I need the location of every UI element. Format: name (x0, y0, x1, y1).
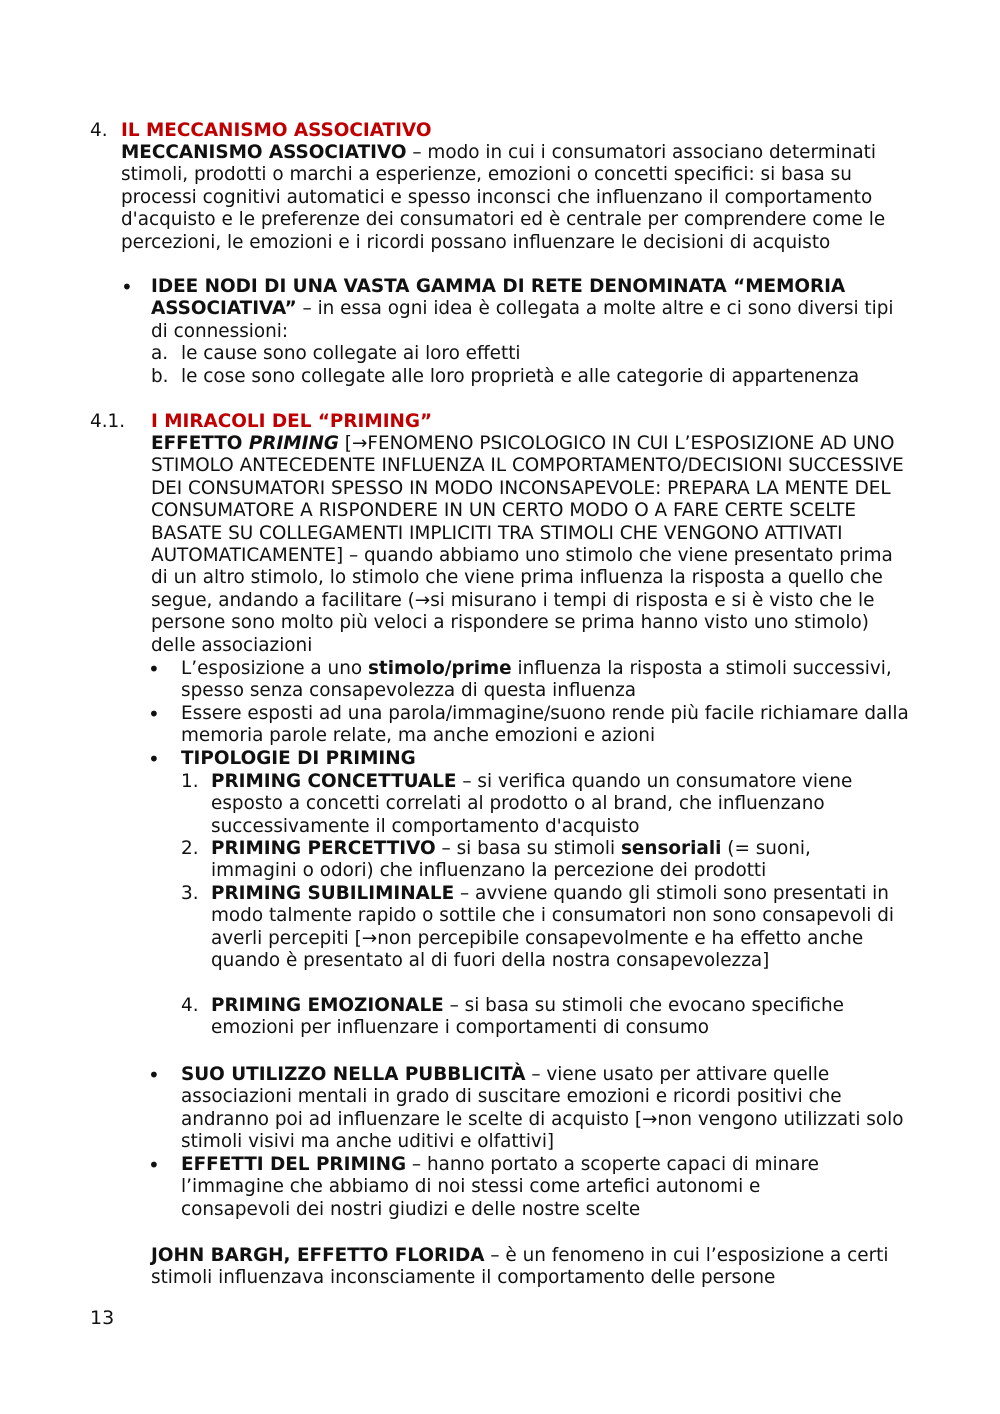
section-number: 4. (90, 120, 108, 141)
list-marker: 1. (181, 771, 199, 792)
effects-bullet: EFFETTI DEL PRIMING – hanno portato a scoperte capaci di minare l’immagine che abbiamo di noi stessi come artefici autonomi e consapevoli dei nostri giudizi e delle nostre scelte (181, 1154, 819, 1220)
subsection-number: 4.1. (90, 411, 126, 432)
effect-text: [→FENOMENO PSICOLOGICO IN CUI L’ESPOSIZIONE AD UNO STIMOLO ANTECEDENTE INFLUENZA IL COMPORTAMENTO/DECISIONI SUCCESSIVE DEI CONSUMATORI SPESSO IN MODO INCONSAPEVOLE: PREPARA LA MENTE DEL CONSUMATORE A RISPONDERE IN UN CERTO MODO O A FARE CERTE SCELTE BASATE SU COLLEGAMENTI IMPLICITI TRA STIMOLI CHE VENGONO ATTIVATI AUTOMATICAMENTE] – quando abbiamo uno stimolo che viene presentato prima di un altro stimolo, lo stimolo che viene prima influenza la risposta a quello che segue, andando a facilitare (→si misurano i tempi di risposta e si è visto che le persone sono molto più veloci a rispondere se prima hanno visto uno stimolo) delle associazioni (151, 433, 904, 656)
prime-term: stimolo/prime (367, 658, 512, 679)
effect-label-italic: PRIMING (248, 433, 339, 454)
priming-type: PRIMING CONCETTUALE – si verifica quando un consumatore viene esposto a concetti correlati al prodotto o al brand, che influenzano successivamente il comportamento d'acquisto (211, 771, 853, 837)
subsection-title-text: I MIRACOLI DEL “PRIMING” (151, 411, 433, 432)
bullet-icon: • (148, 747, 160, 771)
subsection-title (151, 411, 911, 433)
section-definition (121, 142, 901, 254)
priming-definition (151, 433, 906, 657)
list-marker: 2. (181, 838, 199, 859)
page-number: 13 (90, 1307, 115, 1329)
exposure-bullet: Essere esposti ad una parola/immagine/suono rende più facile richiamare dalla memoria parole relate, ma anche emozioni e azioni (181, 703, 909, 747)
memory-text: – in essa ogni idea è collegata a molte altre e ci sono diversi tipi di connessioni: (151, 298, 894, 342)
bullet-icon: • (148, 702, 160, 726)
bullet-icon: • (148, 1063, 160, 1087)
memory-bullet (151, 276, 906, 343)
section-title (121, 120, 911, 142)
types-heading: TIPOLOGIE DI PRIMING (181, 748, 416, 769)
effect-label: EFFETTO (151, 433, 249, 454)
list-item: le cose sono collegate alle loro proprietà e alle categorie di appartenenza (181, 366, 860, 387)
bullet-icon: • (121, 275, 133, 299)
bullet-icon: • (148, 657, 160, 681)
list-marker: b. (151, 366, 169, 387)
section-title-text: IL MECCANISMO ASSOCIATIVO (121, 120, 432, 141)
list-marker: a. (151, 343, 169, 364)
bargh-paragraph: JOHN BARGH, EFFETTO FLORIDA – è un fenomeno in cui l’esposizione a certi stimoli influenzava inconsciamente il comportamento delle persone (151, 1245, 889, 1289)
list-marker: 4. (181, 995, 199, 1016)
priming-type: PRIMING EMOZIONALE – si basa su stimoli che evocano specifiche emozioni per influenzare i comportamenti di consumo (211, 995, 844, 1039)
definition-text: – modo in cui i consumatori associano determinati stimoli, prodotti o marchi a esperienze, emozioni o concetti specifici: si basa su processi cognitivi automatici e spesso inconsci che influenzano il comportamento d'acquisto e le preferenze dei consumatori ed è centrale per comprendere come le percezioni, le emozioni e i ricordi possano influenzare le decisioni di acquisto (121, 142, 886, 253)
definition-term: MECCANISMO ASSOCIATIVO (121, 142, 407, 163)
bullet-icon: • (148, 1153, 160, 1177)
list-marker: 3. (181, 883, 199, 904)
priming-type: PRIMING PERCETTIVO – si basa su stimoli sensoriali (= suoni, immagini o odori) che influenzano la percezione dei prodotti (211, 838, 811, 882)
prime-bullet: L’esposizione a uno stimolo/prime influenza la risposta a stimoli successivi, spesso senza consapevolezza di questa influenza (181, 658, 892, 702)
advertising-bullet: SUO UTILIZZO NELLA PUBBLICITÀ – viene usato per attivare quelle associazioni mentali in grado di suscitare emozioni e ricordi positivi che andranno poi ad influenzare le scelte di acquisto [→non vengono utilizzati solo stimoli visivi ma anche uditivi e olfattivi] (181, 1064, 904, 1153)
priming-type: PRIMING SUBILIMINALE – avviene quando gli stimoli sono presentati in modo talmente rapido o sottile che i consumatori non sono consapevoli di averli percepiti [→non percepibile consapevolmente e ha effetto anche quando è presentato al di fuori della nostra consapevolezza] (211, 883, 895, 972)
memory-term: IDEE NODI DI UNA VASTA GAMMA DI RETE DENOMINATA “MEMORIA ASSOCIATIVA” (151, 276, 846, 320)
list-item: le cause sono collegate ai loro effetti (181, 343, 521, 364)
